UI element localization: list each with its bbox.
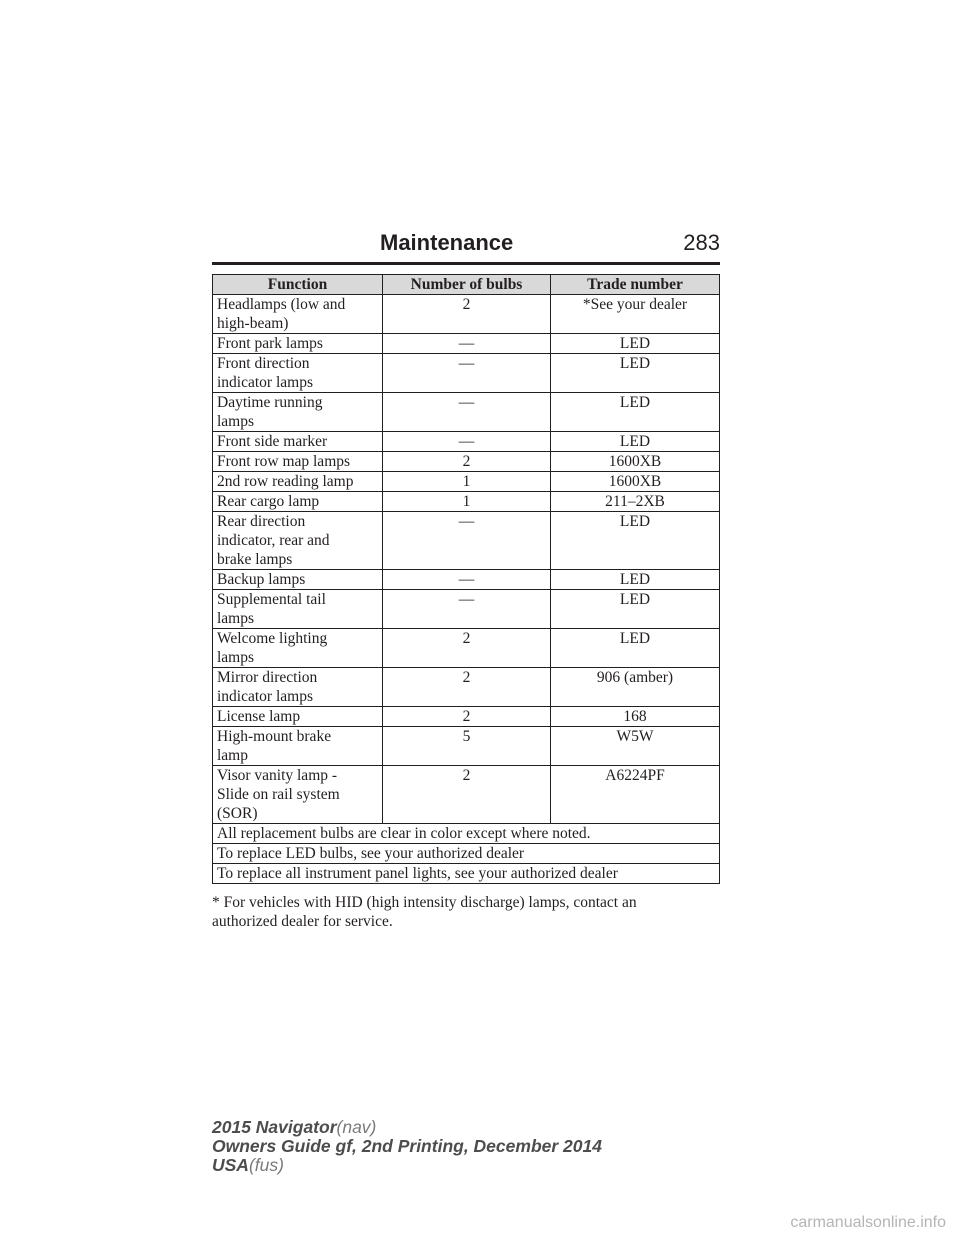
function-line: lamps (217, 610, 255, 627)
cell-trade-number: 211–2XB (551, 492, 720, 512)
cell-number-of-bulbs: — (383, 432, 551, 452)
table-note-row (213, 864, 720, 884)
function-line: 2nd row reading lamp (217, 473, 354, 490)
cell-trade-number: LED (551, 334, 720, 354)
cell-trade-number: 906 (amber) (551, 668, 720, 707)
footer-model-code: (nav) (336, 1117, 377, 1137)
table-row (213, 727, 720, 766)
cell-number-of-bulbs: 2 (383, 707, 551, 727)
footer-line-3 (212, 1156, 602, 1175)
page-header (212, 228, 720, 260)
function-line: Backup lamps (217, 571, 306, 588)
function-line: License lamp (217, 708, 301, 725)
function-line: Rear direction (217, 513, 306, 530)
function-line: Front direction (217, 355, 310, 372)
footer-line-2 (212, 1137, 602, 1156)
function-line: Supplemental tail (217, 591, 326, 608)
table-row (213, 512, 720, 570)
function-line: indicator, rear and (217, 532, 330, 549)
footer-market-code: (fus) (248, 1155, 284, 1175)
cell-trade-number: 1600XB (551, 472, 720, 492)
cell-function (213, 570, 383, 590)
cell-function (213, 452, 383, 472)
cell-function (213, 629, 383, 668)
function-line: Mirror direction (217, 669, 318, 686)
cell-trade-number: LED (551, 354, 720, 393)
cell-function (213, 393, 383, 432)
table-row (213, 432, 720, 452)
footer-line-1 (212, 1118, 602, 1137)
cell-number-of-bulbs: 1 (383, 492, 551, 512)
table-note: All replacement bulbs are clear in color except where noted. (213, 824, 720, 844)
table-note: To replace LED bulbs, see your authorized dealer (213, 844, 720, 864)
cell-trade-number: *See your dealer (551, 295, 720, 334)
cell-trade-number: LED (551, 570, 720, 590)
function-line: Welcome lighting (217, 630, 328, 647)
cell-number-of-bulbs: 2 (383, 629, 551, 668)
function-line: indicator lamps (217, 374, 313, 391)
function-line: lamp (217, 747, 248, 764)
cell-trade-number: 1600XB (551, 452, 720, 472)
footer-model: 2015 Navigator (212, 1117, 337, 1137)
function-line: Slide on rail system (217, 786, 340, 803)
footnote-line: * For vehicles with HID (high intensity discharge) lamps, contact an (212, 894, 637, 911)
watermark: carmanualsonline.info (790, 1214, 946, 1231)
cell-function (213, 492, 383, 512)
function-line: Visor vanity lamp - (217, 767, 338, 784)
cell-trade-number: LED (551, 393, 720, 432)
function-line: brake lamps (217, 551, 293, 568)
function-line: indicator lamps (217, 688, 313, 705)
table-row (213, 668, 720, 707)
cell-number-of-bulbs: — (383, 393, 551, 432)
cell-number-of-bulbs: 1 (383, 472, 551, 492)
cell-function (213, 295, 383, 334)
cell-function (213, 354, 383, 393)
table-body (213, 295, 720, 884)
cell-trade-number: 168 (551, 707, 720, 727)
table-note: To replace all instrument panel lights, see your authorized dealer (213, 864, 720, 884)
table-row (213, 472, 720, 492)
column-header-trade-number: Trade number (551, 275, 720, 295)
cell-number-of-bulbs: — (383, 354, 551, 393)
cell-number-of-bulbs: — (383, 334, 551, 354)
function-line: high-beam) (217, 315, 289, 332)
table-row (213, 295, 720, 334)
document-footer (212, 1118, 602, 1175)
footer-guide-info: Owners Guide gf, 2nd Printing, December 2014 (212, 1136, 602, 1156)
cell-number-of-bulbs: 2 (383, 668, 551, 707)
function-line: Daytime running (217, 394, 323, 411)
table-row (213, 393, 720, 432)
function-line: Headlamps (low and (217, 296, 346, 313)
table-note-row (213, 824, 720, 844)
table-row (213, 334, 720, 354)
cell-function (213, 512, 383, 570)
function-line: Rear cargo lamp (217, 493, 320, 510)
footnote-line: authorized dealer for service. (212, 913, 393, 930)
table-row (213, 590, 720, 629)
cell-number-of-bulbs: 2 (383, 766, 551, 824)
cell-function (213, 707, 383, 727)
cell-trade-number: LED (551, 629, 720, 668)
function-line: Front park lamps (217, 335, 323, 352)
table-row (213, 629, 720, 668)
function-line: lamps (217, 413, 255, 430)
cell-function (213, 668, 383, 707)
cell-function (213, 432, 383, 452)
cell-function (213, 727, 383, 766)
table-header-row (213, 275, 720, 295)
cell-trade-number: A6224PF (551, 766, 720, 824)
section-title: Maintenance (380, 230, 514, 255)
cell-number-of-bulbs: — (383, 570, 551, 590)
footer-market: USA (212, 1155, 249, 1175)
table-row (213, 452, 720, 472)
function-line: High-mount brake (217, 728, 332, 745)
cell-trade-number: LED (551, 432, 720, 452)
column-header-number-of-bulbs: Number of bulbs (383, 275, 551, 295)
page-number: 283 (683, 230, 720, 255)
bulb-table (212, 274, 720, 884)
function-line: lamps (217, 649, 255, 666)
table-row (213, 492, 720, 512)
cell-trade-number: LED (551, 590, 720, 629)
cell-function (213, 334, 383, 354)
cell-number-of-bulbs: 2 (383, 452, 551, 472)
cell-number-of-bulbs: — (383, 512, 551, 570)
cell-number-of-bulbs: 5 (383, 727, 551, 766)
table-row (213, 354, 720, 393)
cell-trade-number: W5W (551, 727, 720, 766)
function-line: (SOR) (217, 805, 258, 822)
table-row (213, 570, 720, 590)
cell-function (213, 590, 383, 629)
table-row (213, 766, 720, 824)
cell-number-of-bulbs: 2 (383, 295, 551, 334)
footnote (212, 893, 720, 931)
function-line: Front side marker (217, 433, 328, 450)
cell-number-of-bulbs: — (383, 590, 551, 629)
column-header-function: Function (213, 275, 383, 295)
cell-function (213, 472, 383, 492)
table-row (213, 707, 720, 727)
cell-trade-number: LED (551, 512, 720, 570)
cell-function (213, 766, 383, 824)
function-line: Front row map lamps (217, 453, 351, 470)
header-rule (212, 262, 720, 265)
table-note-row (213, 844, 720, 864)
